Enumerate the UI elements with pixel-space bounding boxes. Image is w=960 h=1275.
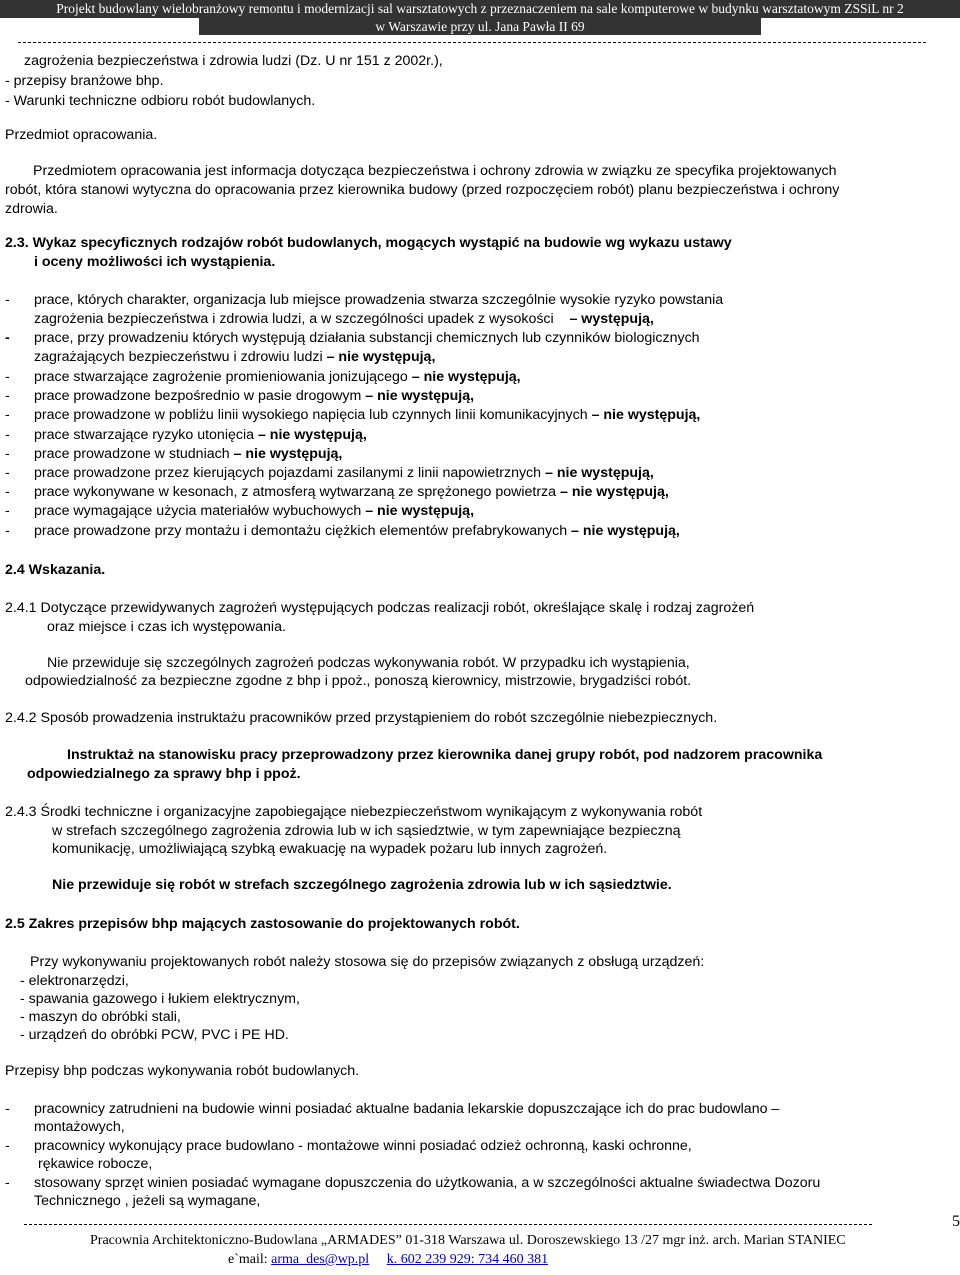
list-item [34,348,435,366]
list-item: prace, przy prowadzeniu których występują działania substancji chemicznych lub czynników biologicznych [34,330,700,346]
item-status: – nie występują, [545,465,654,481]
list-item: stosowany sprzęt winien posiadać wymagane dopuszczenia do użytkowania, a w szczególności aktualne świadectwa Dozoru [34,1175,821,1191]
item-status: – nie występują, [411,369,521,385]
list-item [34,368,521,386]
list-item: - spawania gazowego i łukiem elektrycznym, [20,991,300,1007]
section-heading: i oceny możliwości ich wystąpienia. [34,254,276,270]
item-status: – nie występują, [233,445,343,462]
text-line: odpowiedzialnego za sprawy bhp i ppoż. [27,766,301,782]
section-heading: 2.5 Zakres przepisów bhp mających zastosowanie do projektowanych robót. [5,916,520,932]
list-item: Technicznego , jeżeli są wymagane, [34,1193,261,1209]
item-text: prace prowadzone bezpośrednio w pasie drogowym [34,388,362,405]
footer-line-2 [228,1251,548,1269]
list-bullet: - [5,1175,10,1191]
list-bullet: - [5,445,10,462]
text-line: Nie przewiduje się robót w strefach szczególnego zagrożenia zdrowia lub w ich sąsiedztwie. [52,877,672,893]
header-line-1: Projekt budowlany wielobranżowy remontu i modernizacji sal warsztatowych z przeznaczeniem na sale komputerowe w budynku warsztatowym ZSSiL nr 2 [0,0,960,18]
item-text: prace wykonywane w kesonach, z atmosferą wytwarzaną ze sprężonego powietrza [34,484,557,501]
item-text: zagrażających bezpieczeństwu i zdrowiu ludzi [34,349,323,365]
list-item [34,483,669,501]
item-text: prace prowadzone przy montażu i demontażu ciężkich elementów prefabrykowanych [34,522,568,539]
list-item [34,464,654,482]
text-line: Nie przewiduje się szczególnych zagrożeń podczas wykonywania robót. W przypadku ich wystąpienia, [47,655,690,671]
list-item [34,387,474,405]
list-item [34,426,367,444]
list-bullet: - [5,292,10,308]
list-bullet: - [5,484,10,501]
list-bullet: - [5,388,10,405]
text-line: odpowiedzialność za bezpieczne zgodne z bhp i ppoż., ponoszą kierownicy, mistrzowie, brygadziści robót. [25,673,692,689]
item-status: – nie występują, [571,522,680,539]
item-text: zagrożenia bezpieczeństwa i zdrowia ludzi, a w szczególności upadek z wysokości [34,311,554,327]
page-number: 5 [952,1213,960,1230]
list-item [34,522,680,540]
list-bullet: - [5,503,10,520]
list-item: rękawice robocze, [38,1156,153,1172]
item-status: – nie występują, [365,388,475,405]
text-line: w strefach szczególnego zagrożenia zdrowia lub w ich sąsiedztwie, w tym zapewniające bezpieczną [52,823,681,839]
item-text: prace prowadzone przez kierujących pojazdami zasilanymi z linii napowietrznych [34,465,542,481]
list-bullet: - [5,1101,10,1117]
text-line: 2.4.3 Środki techniczne i organizacyjne zapobiegające niebezpieczeństwom wynikającym z wykonywania robót [5,804,703,820]
header-divider [18,42,926,44]
text-line: 2.4.2 Sposób prowadzenia instruktażu pracowników przed przystąpieniem do robót szczególnie niebezpiecznych. [5,710,718,726]
section-heading: Przepisy bhp podczas wykonywania robót budowlanych. [5,1063,360,1079]
list-item [34,310,654,328]
footer-divider [24,1224,872,1226]
text-line: - Warunki techniczne odbioru robót budowlanych. [5,93,316,109]
footer-email-link[interactable]: arma_des@wp.pl [271,1252,370,1267]
text-line: - przepisy branżowe bhp. [5,73,164,89]
list-item: prace, których charakter, organizacja lub miejsce prowadzenia stwarza szczególnie wysokie ryzyko powstania [34,292,724,308]
text-line: zagrożenia bezpieczeństwa i zdrowia ludzi (Dz. U nr 151 z 2002r.), [24,53,443,69]
item-text: prace prowadzone w studniach [34,445,230,462]
text-line: komunikację, umożliwiającą szybką ewakuację na wypadek pożaru lub innych zagrożeń. [52,841,608,857]
section-heading: 2.3. Wykaz specyficznych rodzajów robót budowlanych, mogących wystąpić na budowie wg wykazu ustawy [5,235,732,251]
text-line: Przy wykonywaniu projektowanych robót należy stosowa się do przepisów związanych z obsługą urządzeń: [30,954,705,970]
item-text: prace stwarzające ryzyko utonięcia [34,426,255,443]
list-item: pracownicy zatrudnieni na budowie winni posiadać aktualne badania lekarskie dopuszczające ich do prac budowlano – [34,1101,780,1117]
list-bullet: - [5,426,10,443]
item-status: – nie występują, [326,349,436,365]
item-status: – nie występują, [560,484,669,501]
section-heading: 2.4 Wskazania. [5,562,106,578]
item-status: – nie występują, [365,503,475,520]
item-status: – nie występują, [257,426,367,443]
text-line: robót, która stanowi wytyczna do opracowania przez kierownika budowy (przed rozpoczęciem robót) planu bezpieczeństwa i ochrony [5,182,840,198]
item-text: prace stwarzające zagrożenie promieniowania jonizującego [34,369,408,385]
text-line: 2.4.1 Dotyczące przewidywanych zagrożeń występujących podczas realizacji robót, określające skalę i rodzaj zagrożeń [5,600,755,616]
item-status: – występują, [569,311,654,327]
list-item: - urządzeń do obróbki PCW, PVC i PE HD. [20,1027,289,1043]
header-line-2: w Warszawie przy ul. Jana Pawła II 69 [199,18,761,35]
list-item: - elektronarzędzi, [20,973,129,989]
list-bullet: - [5,407,10,424]
list-bullet: - [5,522,10,539]
list-bullet: - [5,369,10,385]
text-line: zdrowia. [5,201,58,217]
list-item: montażowych, [34,1119,125,1135]
item-status: – nie występują, [591,407,701,424]
list-item [34,502,474,520]
footer-mail-label: e`mail: [228,1252,268,1267]
list-bullet: - [5,1138,10,1154]
item-text: prace wymagające użycia materiałów wybuchowych [34,503,362,520]
list-item: pracownicy wykonujący prace budowlano - montażowe winni posiadać odzież ochronną, kaski ochronne, [34,1138,692,1154]
list-item: - maszyn do obróbki stali, [20,1009,181,1025]
footer-phone: k. 602 239 929: 734 460 381 [386,1252,549,1267]
item-text: prace prowadzone w pobliżu linii wysokiego napięcia lub czynnych linii komunikacyjnych [34,407,588,424]
text-line: Instruktaż na stanowisku pracy przeprowadzony przez kierownika danej grupy robót, pod nadzorem pracownika [67,747,823,763]
section-heading: Przedmiot opracowania. [5,127,158,143]
list-bullet: - [5,465,10,481]
list-item [34,445,342,463]
text-line: Przedmiotem opracowania jest informacja dotycząca bezpieczeństwa i ochrony zdrowia w związku ze specyfika projektowanych [33,163,837,179]
list-item [34,406,700,424]
list-bullet: - [5,330,10,346]
footer-line-1: Pracownia Architektoniczno-Budowlana „ARMADES” 01-318 Warszawa ul. Doroszewskiego 13 /27 mgr inż. arch. Marian STANIEC [90,1233,846,1248]
text-line: oraz miejsce i czas ich występowania. [47,619,286,635]
